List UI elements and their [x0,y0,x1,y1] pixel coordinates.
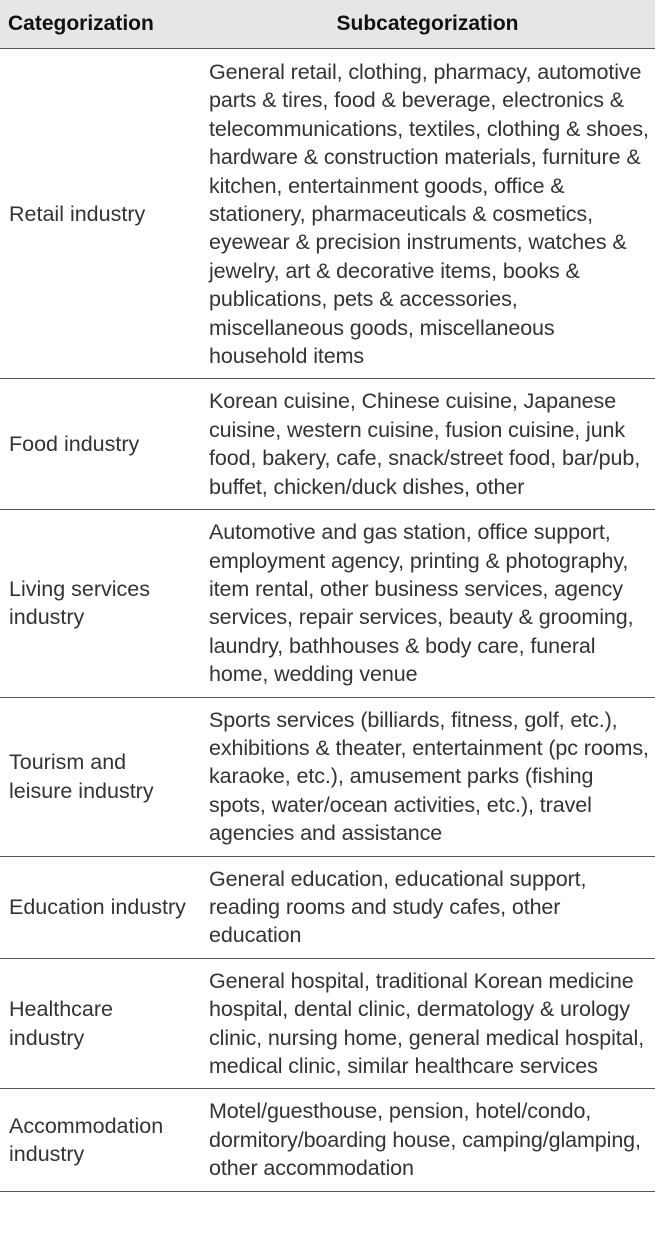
category-cell: Living services industry [0,510,200,697]
table-row [0,379,655,510]
table-header [0,0,655,49]
table-row [0,697,655,856]
header-categorization: Categorization [0,0,200,49]
category-cell: Accommodation industry [0,1089,200,1191]
subcategory-cell: Automotive and gas station, office support, employment agency, printing & photography, item rental, other business services, agency services, repair services, beauty & grooming, laundry, bathhouses & body care, funeral home, wedding venue [200,510,655,697]
subcategory-cell: General retail, clothing, pharmacy, automotive parts & tires, food & beverage, electronics & telecommunications, textiles, clothing & shoes, hardware & construction materials, furniture & kitchen, entertainment goods, office & stationery, pharmaceuticals & cosmetics, eyewear & precision instruments, watches & jewelry, art & decorative items, books & publications, pets & accessories, miscellaneous goods, miscellaneous household items [200,49,655,379]
subcategory-cell: Motel/guesthouse, pension, hotel/condo, dormitory/boarding house, camping/glamping, other accommodation [200,1089,655,1191]
table-row [0,1089,655,1191]
table-row [0,856,655,958]
category-cell: Retail industry [0,49,200,379]
table-row [0,958,655,1089]
table-row [0,49,655,379]
table-row [0,510,655,697]
header-row [0,0,655,49]
category-cell: Education industry [0,856,200,958]
category-cell: Food industry [0,379,200,510]
subcategory-cell: General hospital, traditional Korean medicine hospital, dental clinic, dermatology & urology clinic, nursing home, general medical hospital, medical clinic, similar healthcare services [200,958,655,1089]
table-body [0,49,655,1192]
subcategory-cell: General education, educational support, reading rooms and study cafes, other education [200,856,655,958]
subcategory-cell: Korean cuisine, Chinese cuisine, Japanese cuisine, western cuisine, fusion cuisine, junk food, bakery, cafe, snack/street food, bar/pub, buffet, chicken/duck dishes, other [200,379,655,510]
category-cell: Healthcare industry [0,958,200,1089]
subcategory-cell: Sports services (billiards, fitness, golf, etc.), exhibitions & theater, entertainment (pc rooms, karaoke, etc.), amusement parks (fishing spots, water/ocean activities, etc.), travel agencies and assistance [200,697,655,856]
category-cell: Tourism and leisure industry [0,697,200,856]
header-subcategorization: Subcategorization [200,0,655,49]
